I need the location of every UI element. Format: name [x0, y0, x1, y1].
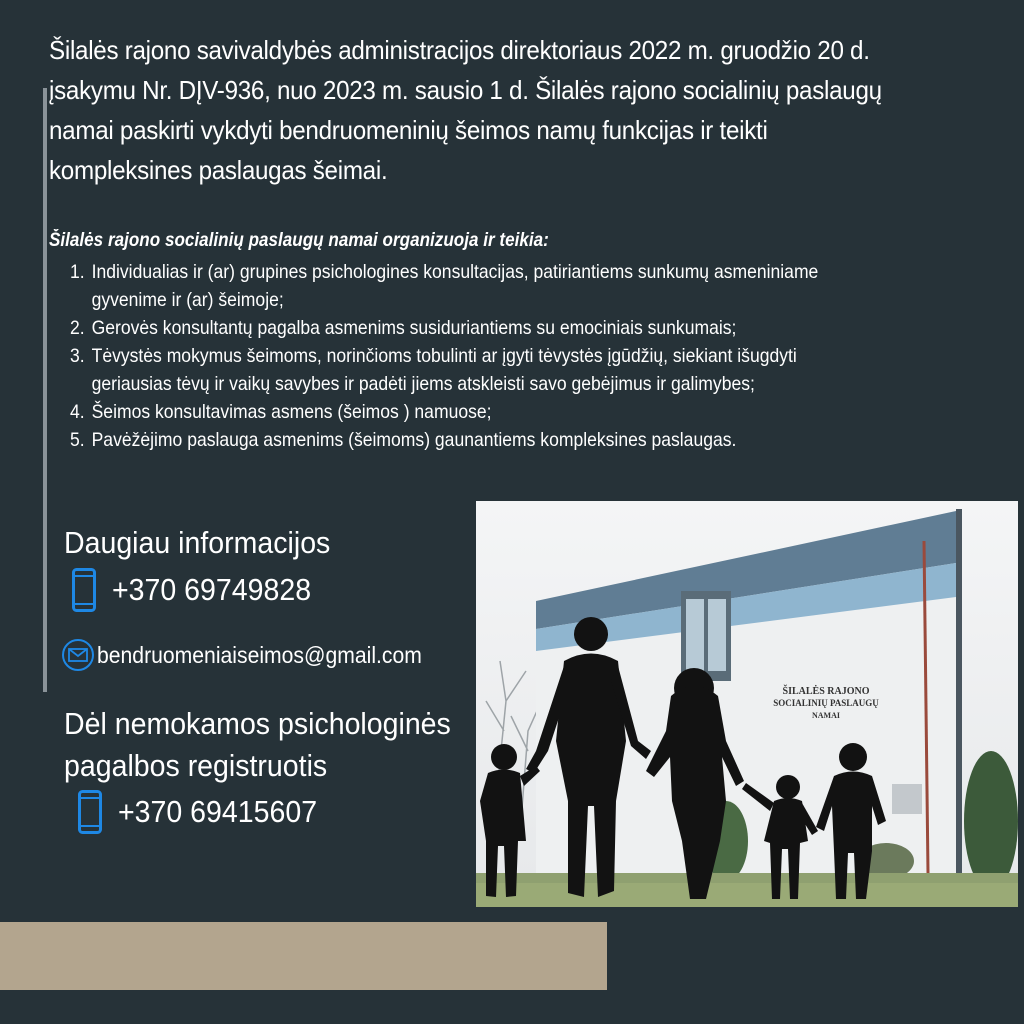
services-heading: Šilalės rajono socialinių paslaugų namai organizuoja ir teikia: — [49, 230, 549, 251]
email-address[interactable]: bendruomeniaiseimos@gmail.com — [97, 641, 422, 668]
item-number: 3. — [70, 345, 85, 367]
item-number: 2. — [70, 317, 85, 339]
item-text: Šeimos konsultavimas asmens (šeimos ) namuose; — [91, 401, 492, 423]
contact-phone-row[interactable] — [72, 566, 328, 614]
item-text: Tėvystės mokymus šeimoms, norinčioms tobulinti ar įgyti tėvystės įgūdžių, siekiant išugdyti — [91, 345, 797, 367]
intro-line: kompleksines paslaugas šeimai. — [49, 155, 388, 185]
registration-line: Dėl nemokamos psichologinės — [64, 706, 451, 741]
list-item — [70, 398, 952, 426]
email-row[interactable] — [61, 638, 450, 672]
intro-paragraph — [49, 30, 942, 190]
contact-phone-number[interactable]: +370 69749828 — [112, 572, 312, 607]
building-sign-line: NAMAI — [812, 711, 840, 720]
decorative-bottom-bar — [0, 922, 607, 990]
item-text: geriausias tėvų ir vaikų savybes ir padėti jiems atskleisti savo gebėjimus ir galimybes; — [91, 373, 755, 395]
smartphone-icon — [78, 790, 102, 834]
item-text: Individualias ir (ar) grupines psichologines konsultacijas, patiriantiems sunkumų asmeniniame — [91, 261, 819, 283]
item-text: Pavėžėjimo paslauga asmenims (šeimoms) gaunantiems kompleksines paslaugas. — [91, 429, 737, 451]
building-sign-line: SOCIALINIŲ PASLAUGŲ — [773, 698, 879, 708]
item-number: 4. — [70, 401, 85, 423]
list-item — [70, 426, 952, 454]
envelope-circle-icon — [61, 638, 95, 672]
building-family-photo — [476, 501, 1018, 907]
item-number: 5. — [70, 429, 85, 451]
intro-line: namai paskirti vykdyti bendruomeninių šeimos namų funkcijas ir teikti — [49, 115, 768, 145]
intro-line: įsakymu Nr. DĮV-936, nuo 2023 m. sausio 1 d. Šilalės rajono socialinių paslaugų — [49, 75, 882, 105]
building-sign-line: ŠILALĖS RAJONO — [782, 686, 870, 697]
list-item — [70, 342, 952, 398]
smartphone-icon — [72, 568, 96, 612]
registration-text — [64, 703, 451, 787]
intro-line: Šilalės rajono savivaldybės administracijos direktoriaus 2022 m. gruodžio 20 d. — [49, 35, 870, 65]
registration-phone-row[interactable] — [78, 788, 334, 836]
item-number: 1. — [70, 261, 85, 283]
list-item — [70, 258, 952, 314]
item-text: Gerovės konsultantų pagalba asmenims susiduriantiems su emociniais sunkumais; — [91, 317, 737, 339]
decorative-vertical-bar — [43, 88, 47, 692]
contact-heading: Daugiau informacijos — [64, 525, 331, 560]
list-item — [70, 314, 952, 342]
registration-phone-number[interactable]: +370 69415607 — [118, 794, 318, 829]
services-list — [70, 258, 952, 454]
item-text: gyvenime ir (ar) šeimoje; — [91, 289, 284, 311]
registration-line: pagalbos registruotis — [64, 748, 328, 783]
